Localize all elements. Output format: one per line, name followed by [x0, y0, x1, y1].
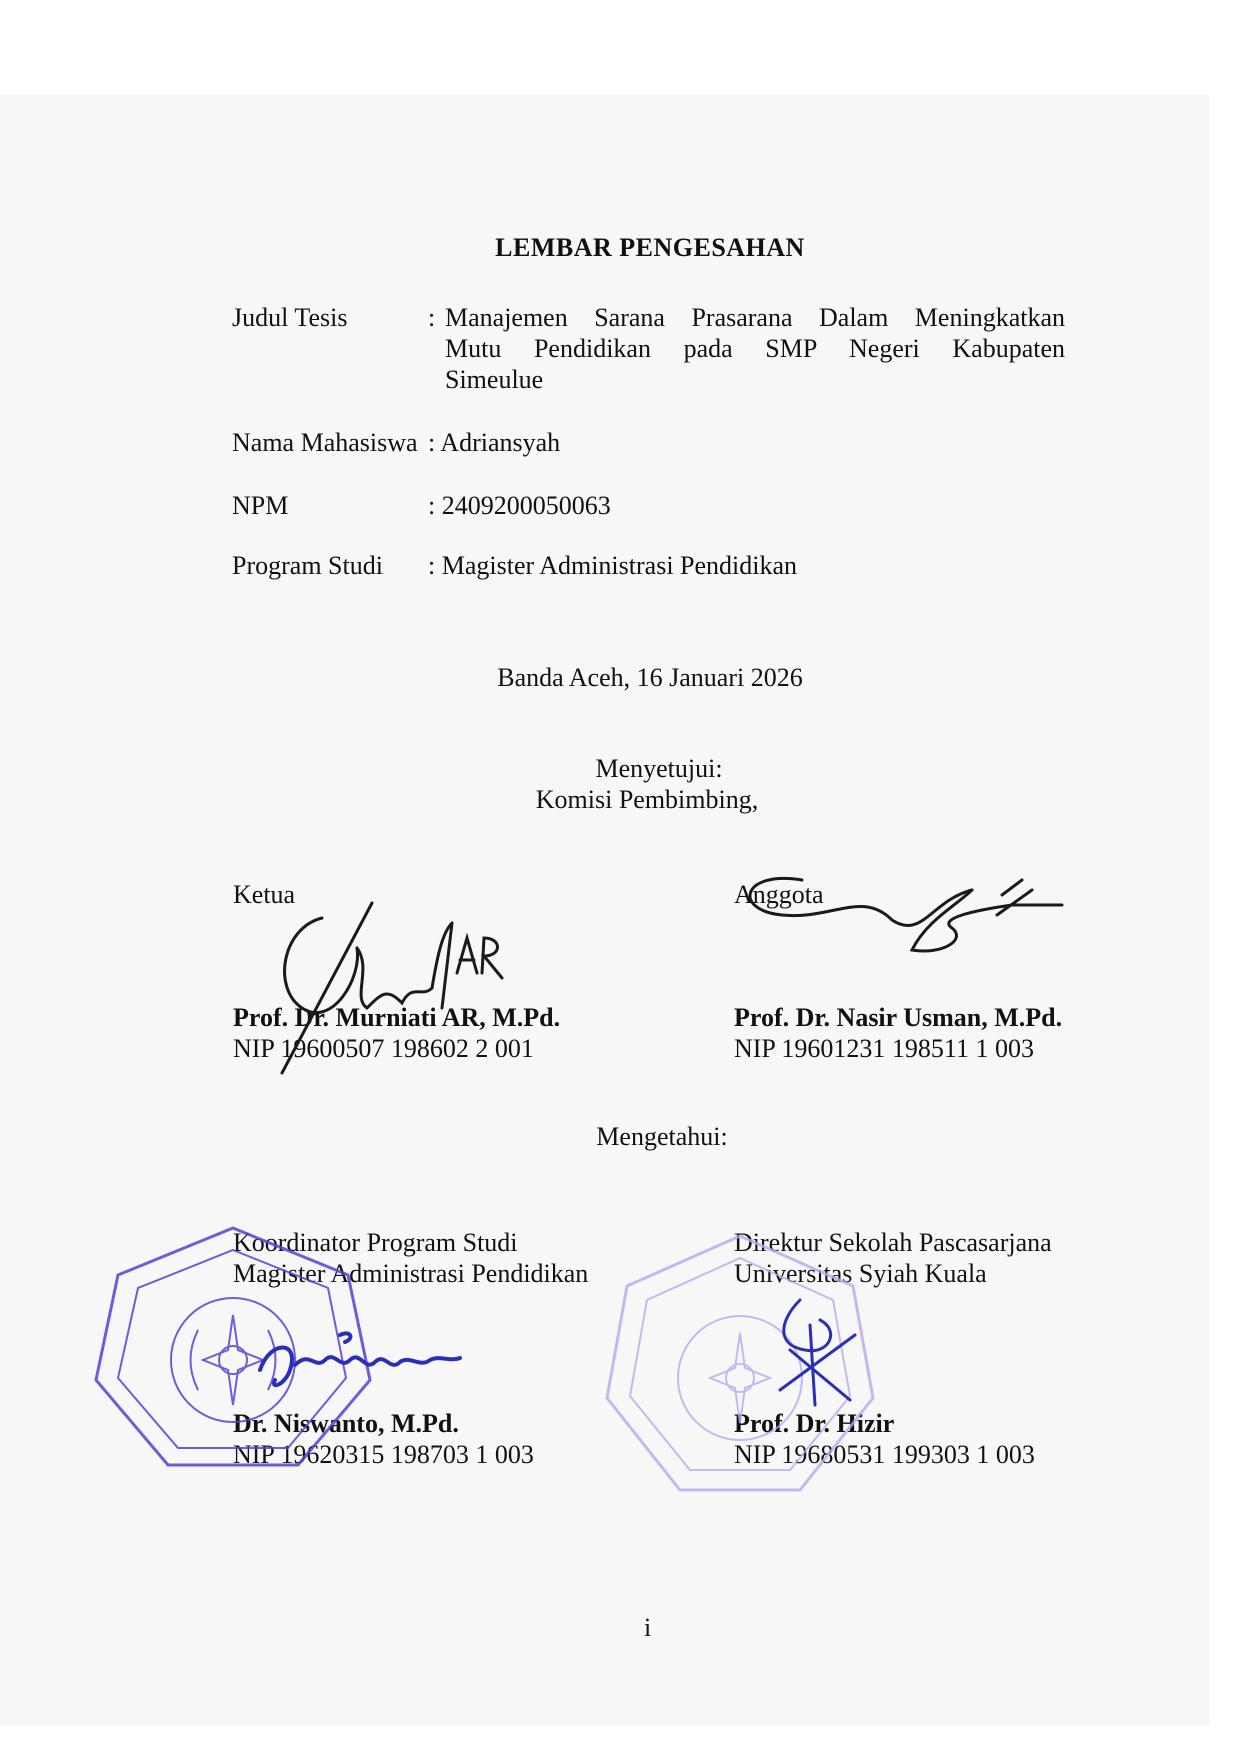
- koordinator-nip: NIP 19620315 198703 1 003: [233, 1440, 534, 1469]
- ketua-nip: NIP 19600507 198602 2 001: [233, 1034, 534, 1063]
- value-nama: : Adriansyah: [428, 428, 561, 457]
- label-nama: Nama Mahasiswa: [232, 428, 418, 457]
- judul-line-3: Simeulue: [445, 365, 544, 394]
- value-prodi: : Magister Administrasi Pendidikan: [428, 551, 798, 580]
- ketua-role: Ketua: [233, 880, 296, 909]
- koordinator-role-1: Koordinator Program Studi: [233, 1228, 518, 1257]
- judul-line-1: Manajemen Sarana Prasarana Dalam Meningkatkan: [445, 303, 1065, 332]
- colon-judul: :: [428, 303, 436, 332]
- label-prodi: Program Studi: [232, 551, 383, 580]
- ketua-name: Prof. Dr. Murniati AR, M.Pd.: [233, 1003, 561, 1032]
- approval-line-2: Komisi Pembimbing,: [535, 785, 759, 814]
- anggota-role: Anggota: [734, 880, 824, 909]
- direktur-nip: NIP 19680531 199303 1 003: [734, 1440, 1035, 1469]
- anggota-name: Prof. Dr. Nasir Usman, M.Pd.: [734, 1003, 1063, 1032]
- koordinator-name: Dr. Niswanto, M.Pd.: [233, 1409, 459, 1438]
- acknowledge-label: Mengetahui:: [596, 1122, 728, 1151]
- koordinator-role-2: Magister Administrasi Pendidikan: [233, 1259, 589, 1288]
- label-judul: Judul Tesis: [232, 303, 348, 332]
- page-title: LEMBAR PENGESAHAN: [495, 233, 805, 262]
- anggota-nip: NIP 19601231 198511 1 003: [734, 1034, 1034, 1063]
- direktur-name: Prof. Dr. Hizir: [734, 1409, 895, 1438]
- approval-line-1: Menyetujui:: [595, 754, 723, 783]
- value-npm: : 2409200050063: [428, 491, 611, 520]
- direktur-role-1: Direktur Sekolah Pascasarjana: [734, 1228, 1052, 1257]
- place-date: Banda Aceh, 16 Januari 2026: [497, 663, 803, 692]
- direktur-role-2: Universitas Syiah Kuala: [734, 1259, 987, 1288]
- judul-line-2: Mutu Pendidikan pada SMP Negeri Kabupaten: [445, 334, 1065, 363]
- label-npm: NPM: [232, 491, 289, 520]
- page-number: i: [644, 1613, 652, 1642]
